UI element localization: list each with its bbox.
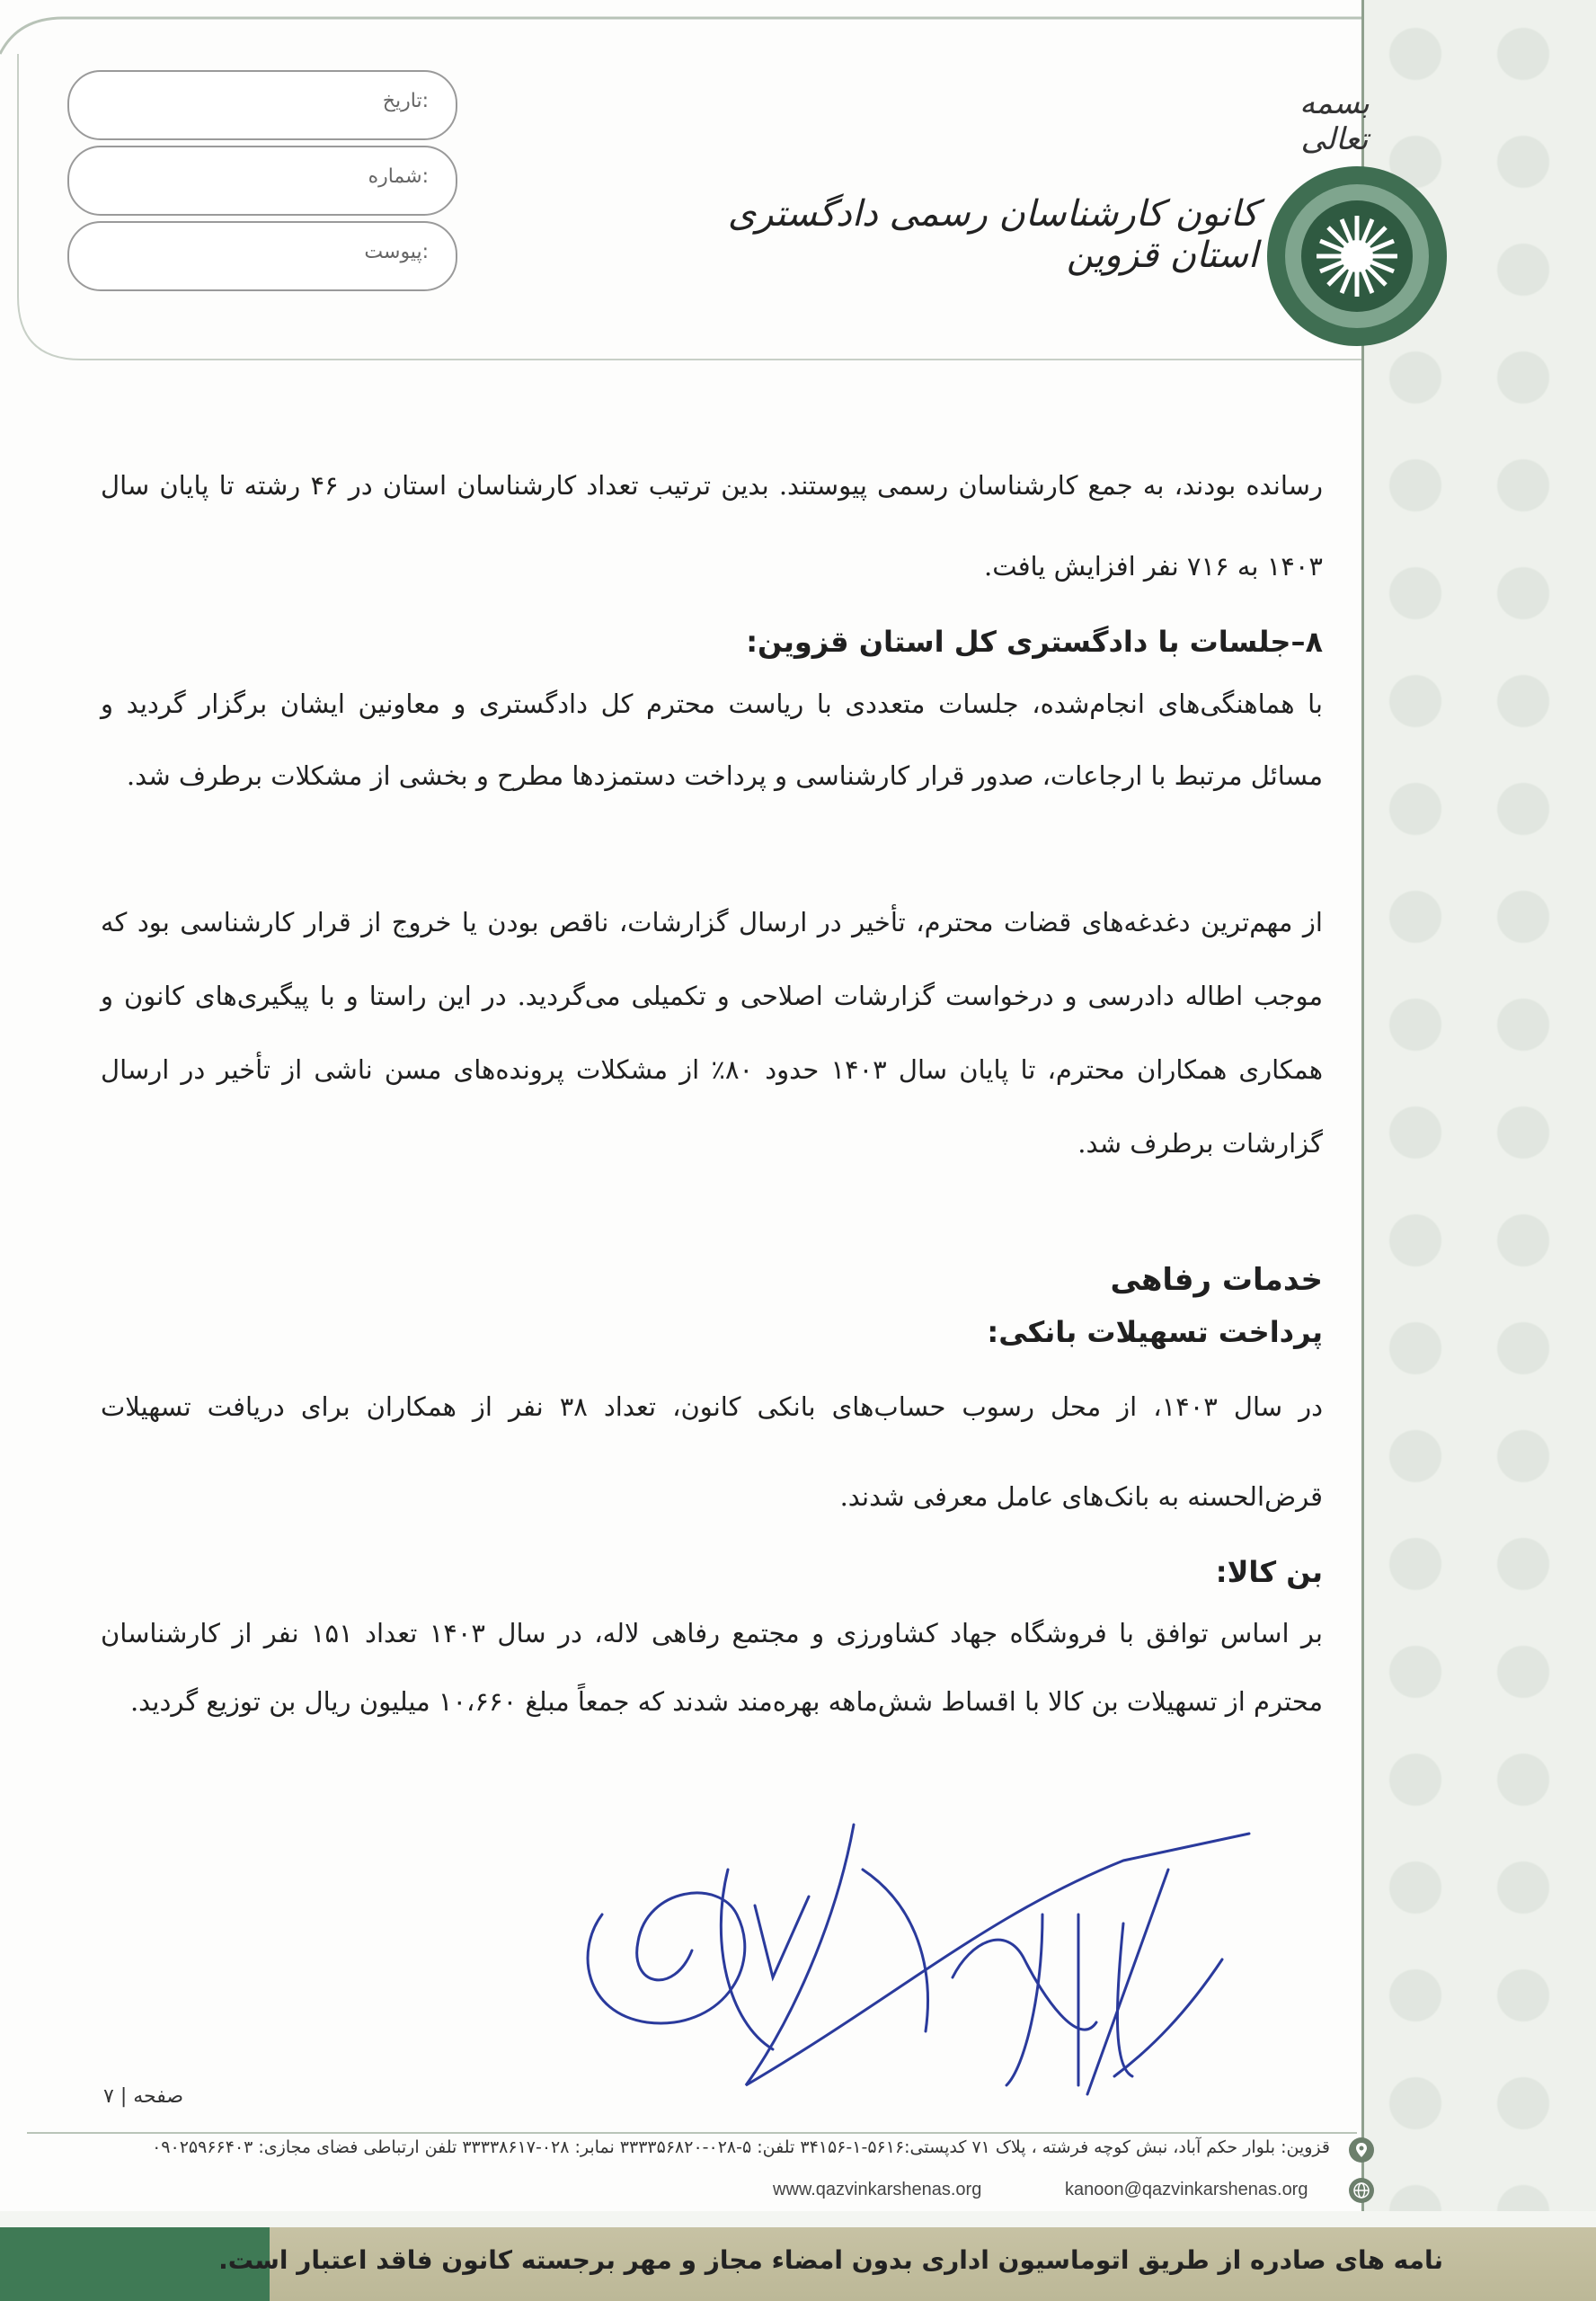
goods-voucher-heading: بن کالا:: [1215, 1555, 1323, 1589]
date-label: تاریخ:: [382, 90, 429, 112]
website-link[interactable]: www.qazvinkarshenas.org: [773, 2180, 982, 2199]
page-number: صفحه | ۷: [103, 2085, 184, 2108]
org-logo: [1263, 162, 1451, 351]
footer-divider: [27, 2132, 1357, 2134]
globe-icon: [1348, 2177, 1375, 2204]
welfare-heading: خدمات رفاهی: [1110, 1262, 1323, 1298]
location-pin-icon: [1348, 2137, 1375, 2163]
section-8-heading: ۸–جلسات با دادگستری کل استان قزوین:: [746, 625, 1323, 659]
validity-notice: نامه های صادره از طریق اتوماسیون اداری بدون امضاء مجاز و مهر برجسته کانون فاقد اعتبار است.: [218, 2245, 1443, 2275]
intro-paragraph: رسانده بودند، به جمع کارشناسان رسمی پیوستند. بدین ترتیب تعداد کارشناسان استان در ۴۶ رشته تا پایان سال ۱۴۰۳ به ۷۱۶ نفر افزایش یافت.: [101, 470, 1323, 582]
section-8-paragraph-2: از مهم‌ترین دغدغه‌های قضات محترم، تأخیر در ارسال گزارشات، ناقص بودن یا خروج از قرار کارشناسی بود که موجب اطاله دادرسی و درخواست گزارشات اصلاحی و تکمیلی می‌گردید. در این راستا و با پیگیری‌های کانون و همکاری همکاران محترم، تا پایان سال ۱۴۰۳ حدود ۸۰٪ از مشکلات پرونده‌های مسن ناشی از تأخیر در ارسال گزارشات برطرف شد.: [101, 907, 1323, 1159]
goods-voucher-paragraph: بر اساس توافق با فروشگاه جهاد کشاورزی و مجتمع رفاهی لاله، در سال ۱۴۰۳ تعداد ۱۵۱ نفر از کارشناسان محترم از تسهیلات بن کالا با اقساط شش‌ماهه بهره‌مند شدند که جمعاً مبلغ ۱۰،۶۶۰ میلیون ریال بن توزیع گردید.: [101, 1618, 1323, 1717]
email-link[interactable]: kanoon@qazvinkarshenas.org: [1065, 2180, 1308, 2199]
signature: [539, 1816, 1294, 2112]
attachment-label: پیوست:: [364, 241, 429, 263]
page-number-value: ۷: [103, 2085, 114, 2108]
attachment-field: [67, 221, 457, 291]
number-field: [67, 146, 457, 216]
date-field: [67, 70, 457, 140]
bank-facilities-paragraph: در سال ۱۴۰۳، از محل رسوب حساب‌های بانکی کانون، تعداد ۳۸ نفر از همکاران برای دریافت تسهیلات قرض‌الحسنه به بانک‌های عامل معرفی شدند.: [101, 1391, 1324, 1512]
org-name: کانون کارشناسان رسمی دادگستری استان قزوین: [727, 193, 1258, 276]
bismillah: بسمه تعالی: [1299, 85, 1370, 157]
number-label: شماره:: [368, 165, 429, 188]
bank-facilities-heading: پرداخت تسهیلات بانکی:: [987, 1315, 1323, 1349]
validity-notice-band: [0, 2227, 1596, 2301]
footer-address: قزوین: بلوار حکم آباد، نبش کوچه فرشته ، پلاک ۷۱ کدپستی:۵۶۱۶-۱-۳۴۱۵۶ تلفن: ۵-۰۲۸-۳۳۳۳۵۶۸۲۰ نمابر: ۰۲۸-۳۳۳۳۸۶۱۷ تلفن ارتباطی فضای مجازی: ۰۹۰۲۵۹۶۶۴۰۳: [152, 2137, 1330, 2157]
page-label: صفحه: [133, 2085, 184, 2108]
section-8-paragraph-1: با هماهنگی‌های انجام‌شده، جلسات متعددی با ریاست محترم کل دادگستری و معاونین ایشان برگزار گردید و مسائل مرتبط با ارجاعات، صدور قرار کارشناسی و پرداخت دستمزدها مطرح و بخشی از مشکلات برطرف شد.: [101, 689, 1323, 791]
